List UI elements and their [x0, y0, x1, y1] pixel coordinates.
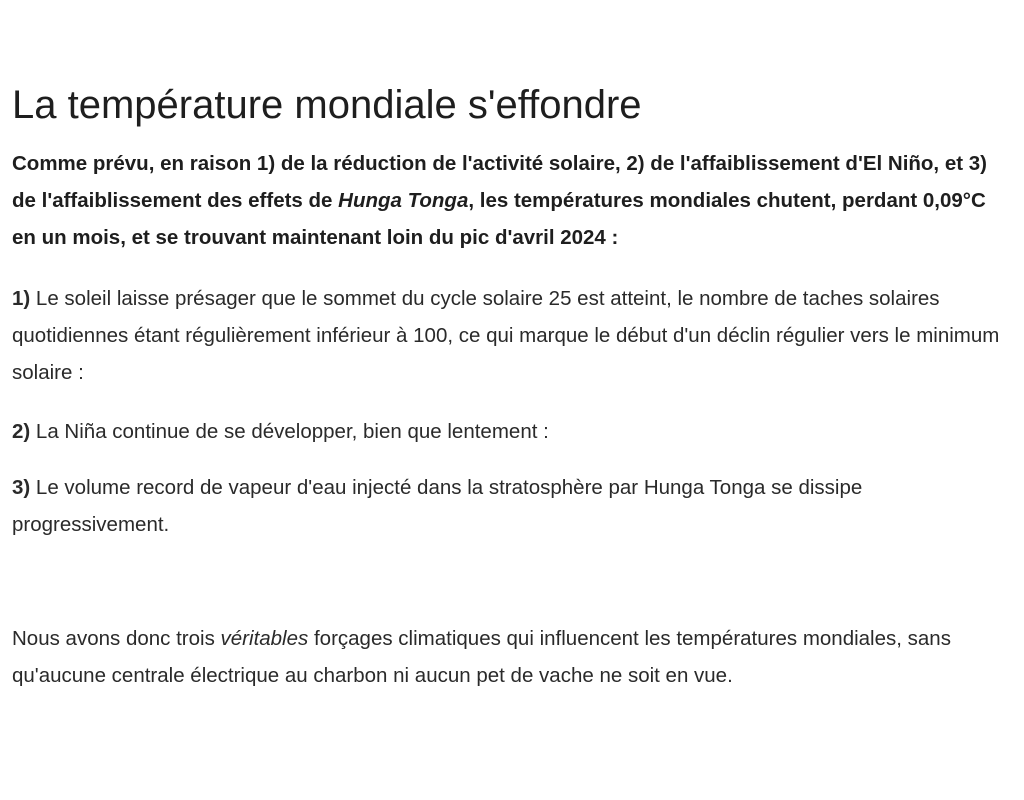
point-1-number: 1) — [12, 287, 31, 310]
conclusion-emphasis: véritables — [220, 627, 309, 650]
lead-paragraph — [12, 145, 1007, 256]
point-2-paragraph — [12, 413, 1007, 450]
article-title: La température mondiale s'effondre — [12, 83, 642, 127]
point-1-text: Le soleil laisse présager que le sommet du cycle solaire 25 est atteint, le nombre de taches solaires quotidiennes étant régulièrement inférieur à 100, ce qui marque le début d'un déclin régulier vers le minimum solaire : — [12, 287, 1000, 384]
point-2-text: La Niña continue de se développer, bien que lentement : — [30, 420, 549, 443]
conclusion-text-end: forçages climatiques qui influencent les températures mondiales, sans qu'aucune centrale électrique au charbon ni aucun pet de vache ne soit en vue. — [12, 627, 951, 687]
conclusion-paragraph — [12, 620, 1007, 694]
lead-emphasis: Hunga Tonga — [338, 189, 469, 212]
point-2-number: 2) — [12, 420, 31, 443]
point-3-paragraph — [12, 469, 1007, 543]
point-3-number: 3) — [12, 476, 31, 499]
lead-text-start: Comme prévu, en raison 1) de la réduction de l'activité solaire, 2) de l'affaiblissement d'El Niño, et 3) de l'affaiblissement des effets de — [12, 152, 987, 212]
conclusion-text-start: Nous avons donc trois — [12, 627, 221, 650]
lead-text-end: , les températures mondiales chutent, perdant 0,09°C en un mois, et se trouvant maintenant loin du pic d'avril 2024 : — [12, 189, 986, 249]
point-1-paragraph — [12, 280, 1007, 391]
point-3-text: Le volume record de vapeur d'eau injecté dans la stratosphère par Hunga Tonga se dissipe progressivement. — [12, 476, 863, 536]
